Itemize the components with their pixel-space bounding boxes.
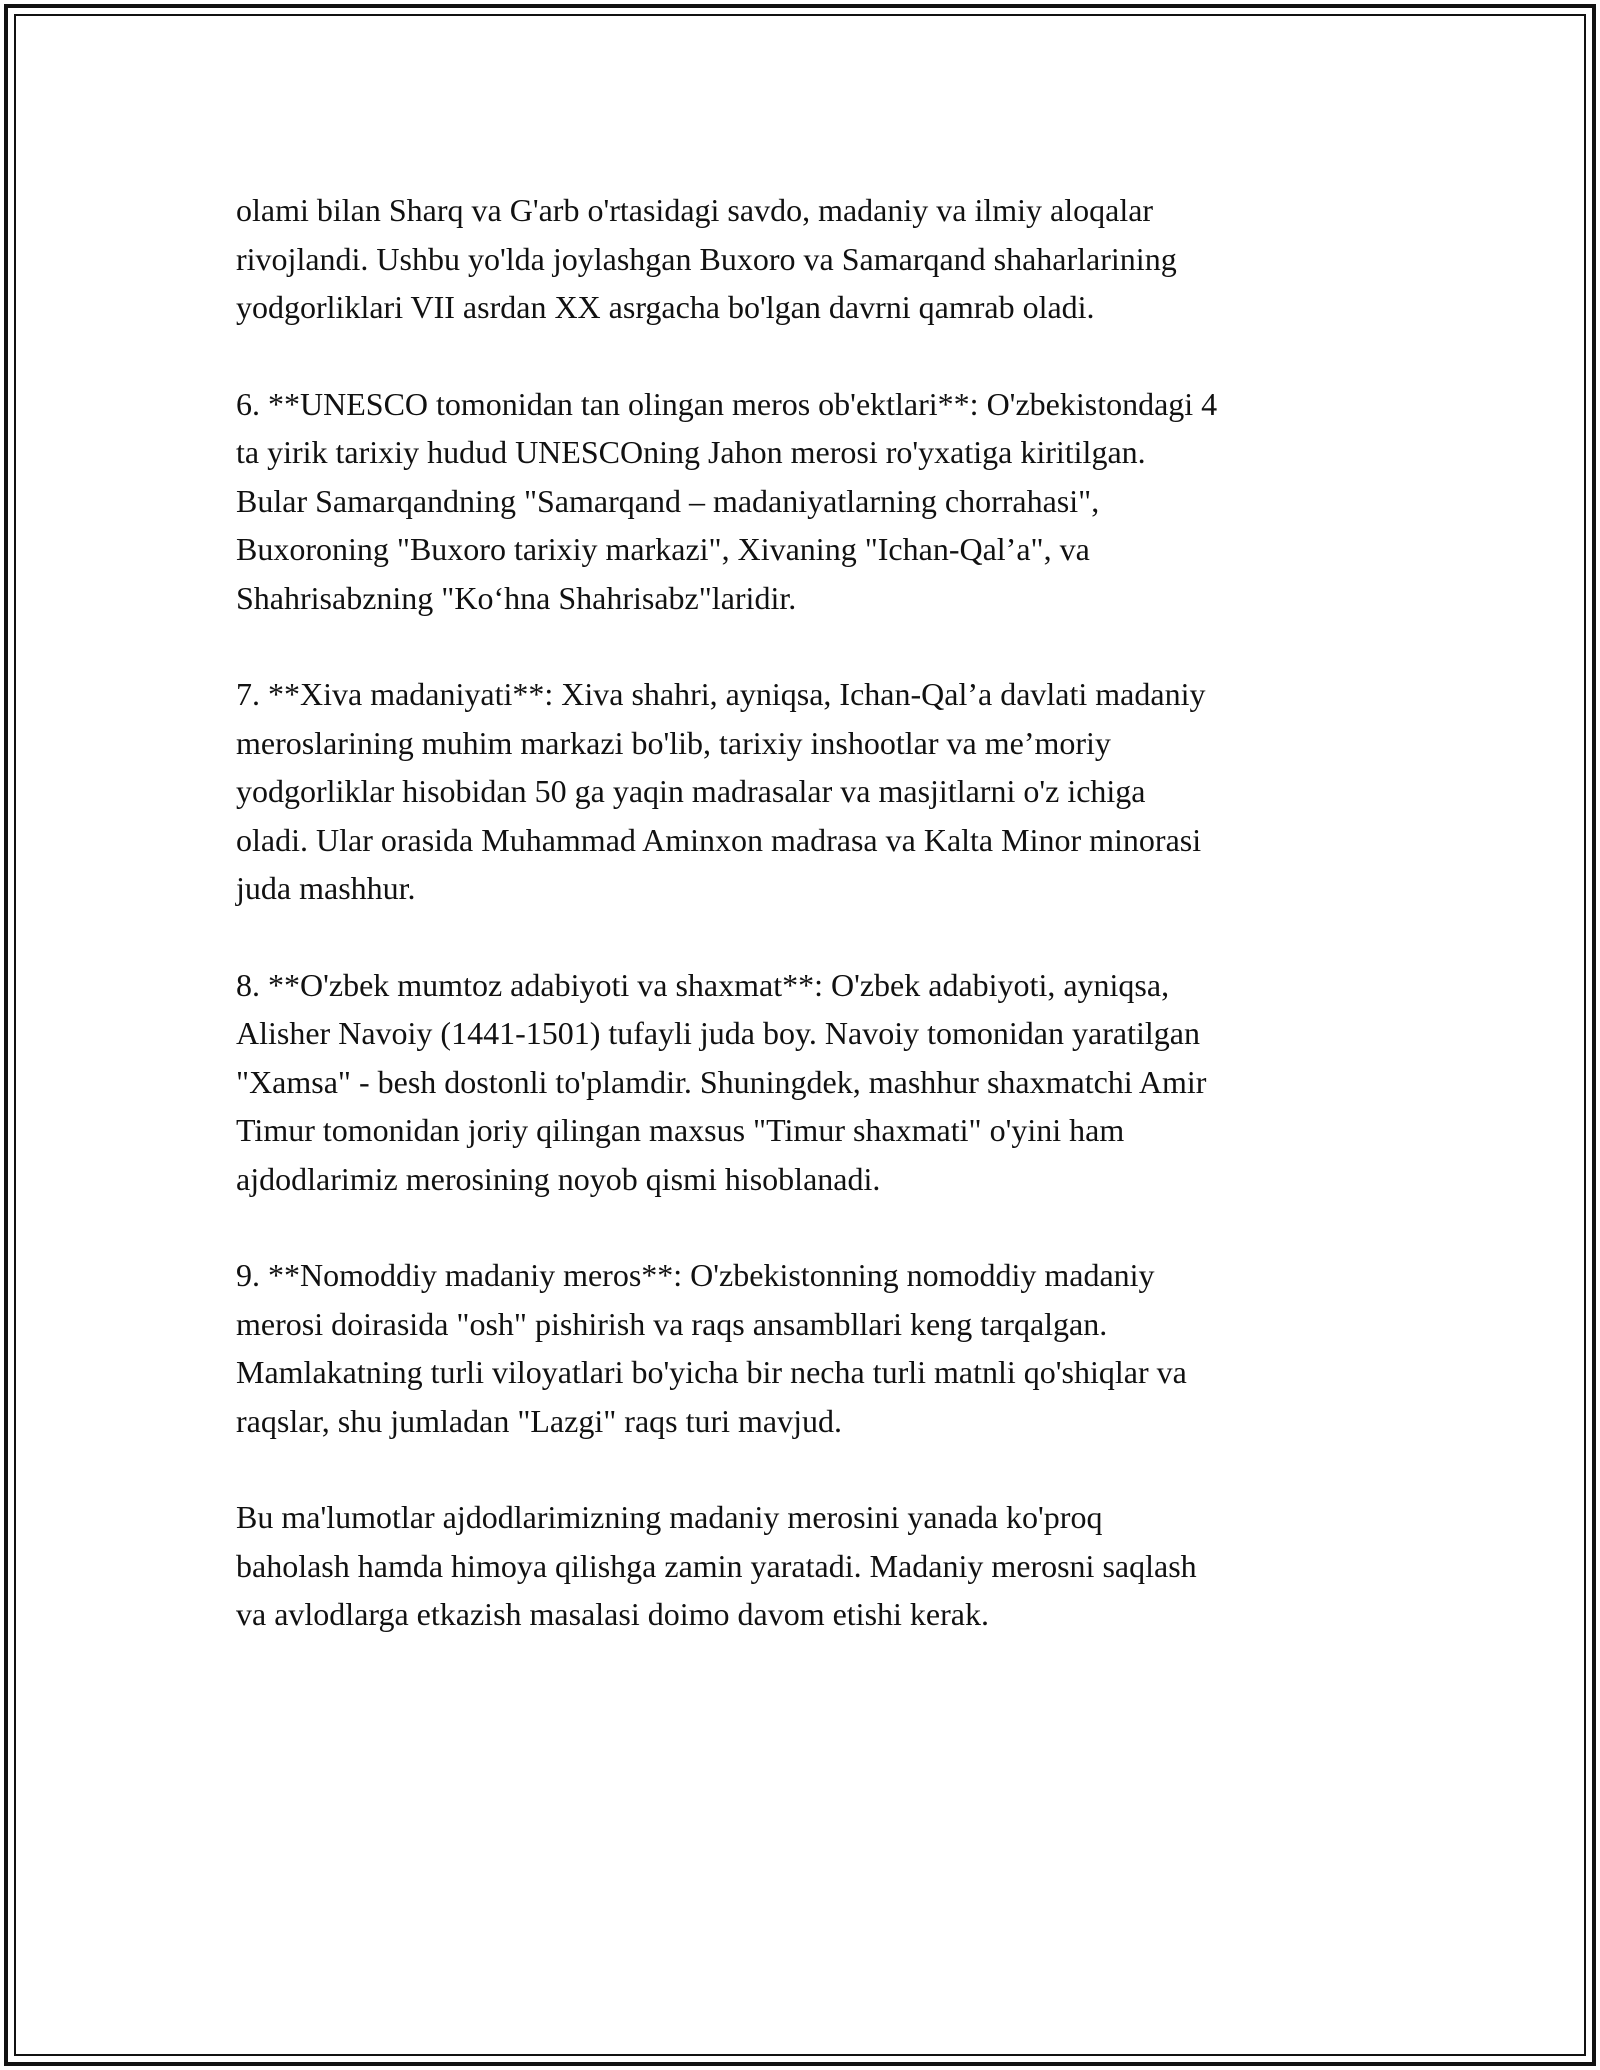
text-line: Buxoroning "Buxoro tarixiy markazi", Xivaning "Ichan-Qal’a", va: [236, 531, 1090, 567]
document-body: [236, 186, 1376, 1687]
text-line: "Xamsa" - besh dostonli to'plamdir. Shuningdek, mashhur shaxmatchi Amir: [236, 1063, 1207, 1100]
text-line: 9. **Nomoddiy madaniy meros**: O'zbekistonning nomoddiy madaniy: [236, 1257, 1155, 1293]
text-line: 8. **O'zbek mumtoz adabiyoti va shaxmat**: O'zbek adabiyoti, ayniqsa,: [236, 966, 1170, 1003]
text-line: Bu ma'lumotlar ajdodlarimizning madaniy merosini yanada ko'proq: [236, 1499, 1103, 1535]
text-line: olami bilan Sharq va G'arb o'rtasidagi savdo, madaniy va ilmiy aloqalar: [236, 192, 1154, 228]
text-line: Shahrisabzning "Ko‘hna Shahrisabz"laridir.: [236, 579, 797, 616]
text-line: yodgorliklar hisobidan 50 ga yaqin madrasalar va masjitlarni o'z ichiga: [236, 773, 1146, 809]
paragraph-item-6-unesco: [236, 380, 1376, 623]
text-line: rivojlandi. Ushbu yo'lda joylashgan Buxoro va Samarqand shaharlarining: [236, 240, 1177, 277]
paragraph-silk-road-continuation: [236, 186, 1376, 332]
text-line: yodgorliklari VII asrdan XX asrgacha bo'lgan davrni qamrab oladi.: [236, 289, 1095, 325]
text-line: juda mashhur.: [236, 870, 416, 906]
text-line: Alisher Navoiy (1441-1501) tufayli juda boy. Navoiy tomonidan yaratilgan: [236, 1015, 1200, 1051]
paragraph-item-7-xiva: [236, 670, 1376, 913]
text-line: Timur tomonidan joriy qilingan maxsus "Timur shaxmati" o'yini ham: [236, 1112, 1125, 1148]
text-line: oladi. Ular orasida Muhammad Aminxon madrasa va Kalta Minor minorasi: [236, 821, 1202, 858]
text-line: ta yirik tarixiy hudud UNESCOning Jahon merosi ro'yxatiga kiritilgan.: [236, 434, 1146, 470]
paragraph-item-9-intangible-heritage: [236, 1251, 1376, 1445]
text-line: raqslar, shu jumladan "Lazgi" raqs turi mavjud.: [236, 1402, 843, 1439]
text-line: Mamlakatning turli viloyatlari bo'yicha bir necha turli matnli qo'shiqlar va: [236, 1354, 1187, 1390]
text-line: ajdodlarimiz merosining noyob qismi hisoblanadi.: [236, 1160, 881, 1197]
paragraph-item-8-literature-chess: [236, 961, 1376, 1204]
text-line: va avlodlarga etkazish masalasi doimo davom etishi kerak.: [236, 1596, 989, 1632]
text-line: baholash hamda himoya qilishga zamin yaratadi. Madaniy merosni saqlash: [236, 1547, 1197, 1584]
text-line: merosi doirasida "osh" pishirish va raqs ansambllari keng tarqalgan.: [236, 1305, 1108, 1342]
text-line: 7. **Xiva madaniyati**: Xiva shahri, ayniqsa, Ichan-Qal’a davlati madaniy: [236, 676, 1206, 712]
text-line: meroslarining muhim markazi bo'lib, tarixiy inshootlar va me’moriy: [236, 724, 1111, 761]
text-line: Bular Samarqandning "Samarqand – madaniyatlarning chorrahasi",: [236, 482, 1100, 519]
text-line: 6. **UNESCO tomonidan tan olingan meros ob'ektlari**: O'zbekistondagi 4: [236, 385, 1218, 422]
paragraph-conclusion: [236, 1493, 1376, 1639]
